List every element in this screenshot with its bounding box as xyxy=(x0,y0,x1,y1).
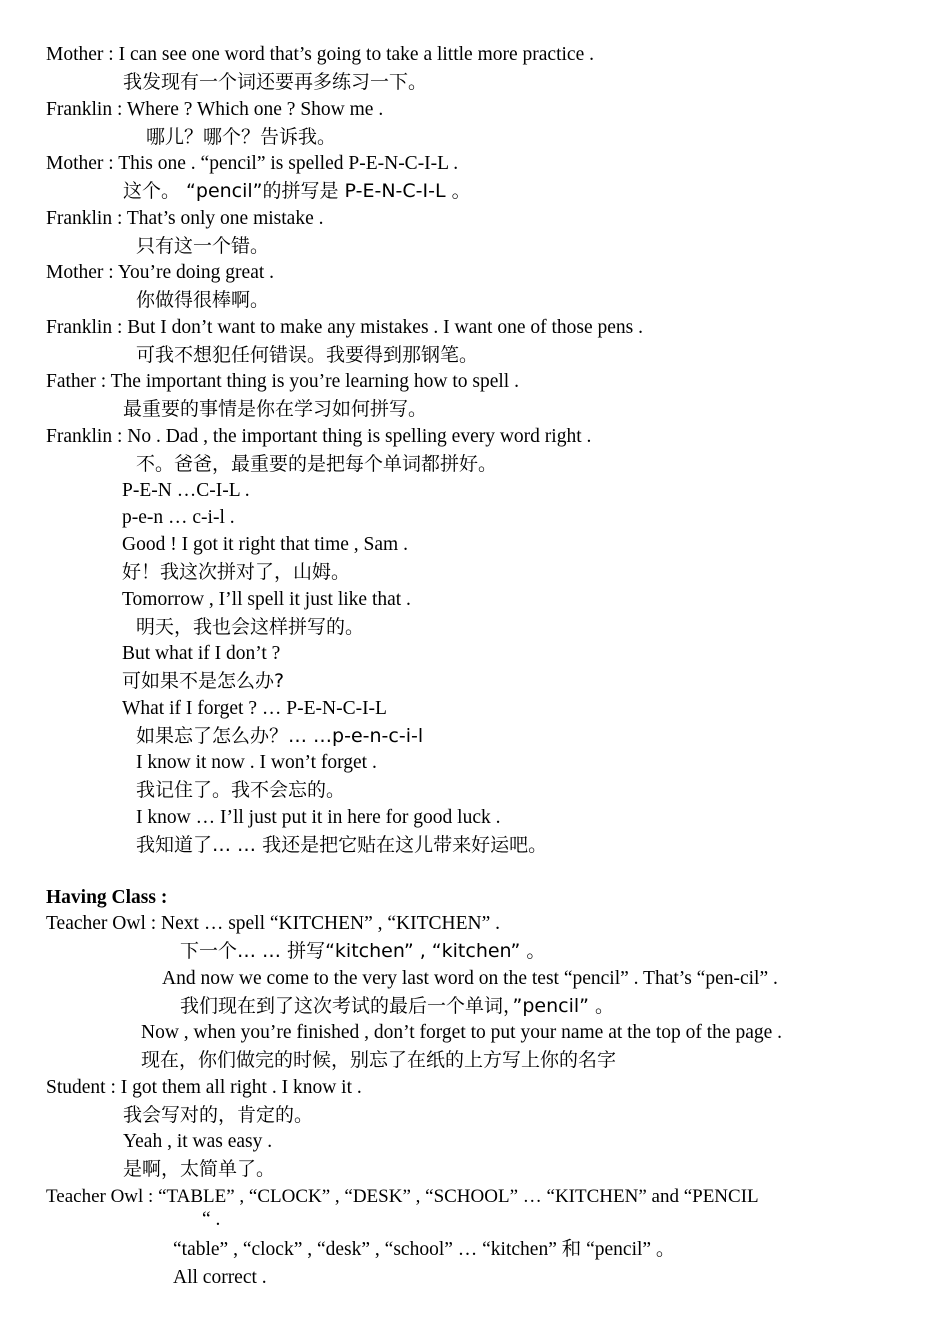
line-teacher-3-zh: 现在，你们做完的时候，别忘了在纸的上方写上你的名字 xyxy=(141,1049,617,1071)
line-good-zh: 好！我这次拼对了，山姆。 xyxy=(122,561,351,583)
line-all-correct: All correct . xyxy=(173,1267,267,1288)
line-i-know-it: I know it now . I won’t forget . xyxy=(136,752,377,773)
line-tomorrow-zh: 明天，我也会这样拼写的。 xyxy=(136,616,365,638)
line-franklin-1: Franklin : Where ? Which one ? Show me . xyxy=(46,99,384,120)
line-good-luck: I know … I’ll just put it in here for good luck . xyxy=(136,807,501,828)
line-mother-2: Mother : This one . “pencil” is spelled P-E-N-C-I-L . xyxy=(46,153,459,174)
line-student-2-zh: 是啊，太简单了。 xyxy=(123,1158,276,1180)
line-student-1: Student : I got them all right . I know it . xyxy=(46,1077,362,1098)
line-but-what-zh: 可如果不是怎么办? xyxy=(122,670,285,692)
line-franklin-4-zh: 不。爸爸，最重要的是把每个单词都拼好。 xyxy=(136,453,498,475)
line-mother-1: Mother : I can see one word that’s going to take a little more practice . xyxy=(46,44,594,65)
line-mother-1-zh: 我发现有一个词还要再多练习一下。 xyxy=(123,71,428,93)
line-what-if: What if I forget ? … P-E-N-C-I-L xyxy=(122,698,387,719)
section-heading: Having Class : xyxy=(46,887,168,908)
line-franklin-2: Franklin : That’s only one mistake . xyxy=(46,208,324,229)
line-father-1: Father : The important thing is you’re learning how to spell . xyxy=(46,371,519,392)
line-franklin-4: Franklin : No . Dad , the important thing is spelling every word right . xyxy=(46,426,592,447)
line-franklin-3-zh: 可我不想犯任何错误。我要得到那钢笔。 xyxy=(136,344,479,366)
line-student-1-zh: 我会写对的，肯定的。 xyxy=(123,1104,314,1126)
line-franklin-1-zh: 哪儿？哪个？告诉我。 xyxy=(146,126,337,148)
line-teacher-3: Now , when you’re finished , don’t forget to put your name at the top of the page . xyxy=(141,1022,783,1043)
line-teacher-4-wrap: “ . xyxy=(202,1209,221,1230)
line-mother-3: Mother : You’re doing great . xyxy=(46,262,275,283)
line-but-what: But what if I don’t ? xyxy=(122,643,281,664)
line-tomorrow: Tomorrow , I’ll spell it just like that . xyxy=(122,589,411,610)
line-mother-3-zh: 你做得很棒啊。 xyxy=(136,289,270,311)
line-spell-lower: p-e-n … c-i-l . xyxy=(122,507,235,528)
line-teacher-1: Teacher Owl : Next … spell “KITCHEN” , “KITCHEN” . xyxy=(46,913,501,934)
line-teacher-2-zh: 我们现在到了这次考试的最后一个单词，”pencil” 。 xyxy=(180,995,615,1017)
line-teacher-4-zh: “table” , “clock” , “desk” , “school” … “kitchen” 和 “pencil” 。 xyxy=(173,1239,676,1260)
line-good-luck-zh: 我知道了… … 我还是把它贴在这儿带来好运吧。 xyxy=(136,834,548,856)
line-spell-caps: P-E-N …C-I-L . xyxy=(122,480,250,501)
line-franklin-2-zh: 只有这一个错。 xyxy=(136,235,270,257)
line-mother-2-zh: 这个。 “pencil”的拼写是 P-E-N-C-I-L 。 xyxy=(123,180,471,202)
line-father-1-zh: 最重要的事情是你在学习如何拼写。 xyxy=(123,398,428,420)
line-student-2: Yeah , it was easy . xyxy=(123,1131,273,1152)
line-teacher-2: And now we come to the very last word on the test “pencil” . That’s “pen-cil” . xyxy=(162,968,778,989)
line-teacher-4: Teacher Owl : “TABLE” , “CLOCK” , “DESK” , “SCHOOL” … “KITCHEN” and “PENCIL xyxy=(46,1186,759,1207)
line-what-if-zh: 如果忘了怎么办？… …p-e-n-c-i-l xyxy=(136,725,424,747)
line-teacher-1-zh: 下一个… … 拼写“kitchen” , “kitchen” 。 xyxy=(180,940,546,962)
line-i-know-it-zh: 我记住了。我不会忘的。 xyxy=(136,779,346,801)
line-franklin-3: Franklin : But I don’t want to make any mistakes . I want one of those pens . xyxy=(46,317,643,338)
line-good: Good ! I got it right that time , Sam . xyxy=(122,534,408,555)
